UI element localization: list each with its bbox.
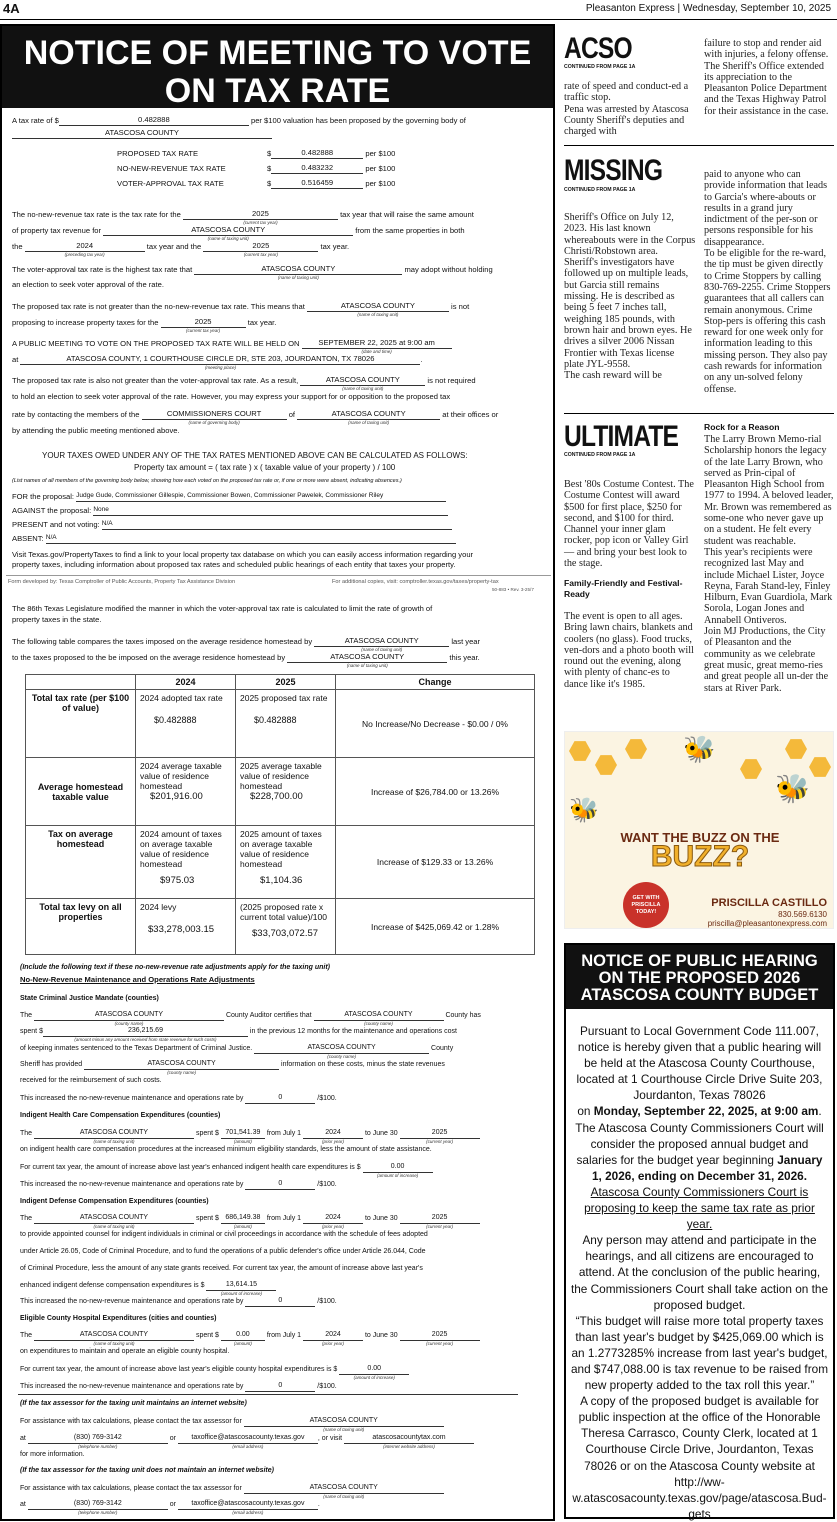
contact-members-line: rate by contacting the members of the COMMISSIONERS COURT (name of governing body) of ATASCOSA COUNTY (name of taxing unit) at their offices or — [12, 409, 499, 425]
tax-comparison-table — [25, 674, 535, 955]
ultimate-subhead-2: Rock for a Reason — [704, 422, 780, 432]
scj-heading: State Criminal Justice Mandate (counties) — [20, 995, 159, 1002]
scj-line5: received for the reimbursement of such costs. — [20, 1077, 162, 1084]
hearing-p2: . The Atascosa County Commissioners Court will consider the proposed annual budget and salaries for the budget year beginning — [575, 1104, 824, 1167]
honeycomb-cell — [595, 754, 617, 776]
hosp-line3: For current tax year, the amount of increase above last year's eligible county hospital expenditures is $ 0.00 (amount of increase) — [20, 1364, 409, 1375]
table-header-row — [26, 675, 535, 690]
honeycomb-cell — [625, 738, 647, 760]
cell-2024: 2024 average taxable value of residence homestead $201,916.00 — [136, 758, 236, 826]
honeycomb-cell — [809, 756, 831, 778]
honeycomb-cell — [740, 758, 762, 780]
notice-title: NOTICE OF MEETING TO VOTE ON TAX RATE — [2, 26, 553, 108]
hearing-title: NOTICE OF PUBLIC HEARING ON THE PROPOSED 2026 ATASCOSA COUNTY BUDGET — [566, 945, 833, 1009]
hosp-line2: on expenditures to maintain and operate an eligible county hospital. — [20, 1348, 230, 1355]
cell-2024: 2024 adopted tax rate $0.482888 — [136, 690, 236, 758]
bee-icon: 🐝 — [775, 773, 810, 804]
idc-line5: enhanced indigent defense compensation expenditures is $ 13,614.15 (amount of increase) — [20, 1280, 276, 1291]
assist2-line2: at (830) 769-3142 (telephone number) or taxoffice@atascosacounty.texas.gov (email address) . — [20, 1500, 320, 1515]
hearing-date: Monday, September 22, 2025, at 9:00 am — [593, 1104, 819, 1119]
election-line: to hold an election to seek voter approval of the rate. However, you may express your support for or opposition to the proposed tax — [12, 392, 451, 401]
cell-change: Increase of $129.33 or 13.26% — [336, 826, 535, 899]
table-row — [26, 690, 535, 758]
honeycomb-cell — [569, 740, 591, 762]
row-label: Average homestead taxable value — [26, 758, 136, 826]
cell-2024: 2024 levy $33,278,003.15 — [136, 899, 236, 955]
vote-present: PRESENT and not voting: N/A — [12, 519, 452, 530]
formula: Property tax amount = ( tax rate ) x ( taxable value of your property ) / 100 — [134, 463, 396, 472]
compare-line2: to the taxes proposed to the be imposed on the average residence homestead by ATASCOSA COUNTY (name of taxing unit) this year. — [12, 652, 480, 668]
compare-line: The following table compares the taxes imposed on the average residence homestead by ATASCOSA COUNTY (name of taxing unit) last year — [12, 636, 481, 652]
vote-absent: ABSENT: N/A — [12, 533, 456, 544]
ihc-line1: The ATASCOSA COUNTY (name of taxing unit) spent $ 701,541.39 (amount) from July 1 2024 (prior year) to June 30 2025 (current year) — [20, 1128, 480, 1139]
website-note: (If the tax assessor for the taxing unit maintains an internet website) — [20, 1400, 247, 1407]
hosp-increase: This increased the no-new-revenue maintenance and operations rate by 0 /$100. — [20, 1382, 337, 1390]
vote-against: AGAINST the proposal: None — [12, 505, 448, 516]
ad-email[interactable]: priscilla@pleasantonexpress.com — [707, 919, 827, 928]
not-greater-nnr: The proposed tax rate is not greater than the no-new-revenue tax rate. This means that ATASCOSA COUNTY (name of taxing unit) is not — [12, 301, 470, 317]
ultimate-kicker: ULTIMATE — [564, 420, 679, 453]
buzz-ad[interactable] — [564, 731, 834, 929]
acso-col1: rate of speed and conduct-ed a traffic stop. Pena was arrested by Atascosa County Sheriff's deputies and charged with — [564, 81, 689, 138]
table-row — [26, 758, 535, 826]
hosp-line1: The ATASCOSA COUNTY (name of taxing unit) spent $ 0.00 (amount) from July 1 2024 (prior year) to June 30 2025 (current year) — [20, 1330, 480, 1341]
form-copies: For additional copies, visit: comptroller.texas.gov/taxes/property-tax — [332, 579, 499, 585]
header-change: Change — [336, 675, 535, 690]
idc-heading: Indigent Defense Compensation Expenditures (counties) — [20, 1198, 209, 1205]
hearing-keep-rate: Atascosa County Commissioners Court is proposing to keep the same tax rate as prior year. — [584, 1184, 815, 1232]
issue-date: Wednesday, September 10, 2025 — [682, 3, 831, 14]
cell-2024: 2024 amount of taxes on average taxable value of residence homestead $975.03 — [136, 826, 236, 899]
nnr-rate-row: NO-NEW-REVENUE TAX RATE $ 0.483232 per $100 — [117, 163, 396, 173]
form-number: 50-883 • Rev. 3-25/7 — [492, 587, 534, 592]
assist2-line1: For assistance with tax calculations, please contact the tax assessor for ATASCOSA COUNTY (name of taxing unit) — [20, 1483, 444, 1494]
proposed-rate-row: PROPOSED TAX RATE $ 0.482888 per $100 — [117, 148, 396, 158]
adj-heading: No-New-Revenue Maintenance and Operations Rate Adjustments — [20, 975, 255, 984]
not-greater-line2: proposing to increase property taxes for the 2025 (current tax year) tax year. — [12, 317, 277, 333]
idc-line2: to provide appointed counsel for indigent individuals in criminal or civil proceedings in accordance with the schedule of fees adopted — [20, 1231, 428, 1238]
ultimate-continued: CONTINUED FROM PAGE 1A — [564, 452, 636, 458]
attend-line: by attending the public meeting mentioned above. — [12, 426, 180, 435]
governing-body-line: ATASCOSA COUNTY — [12, 128, 272, 139]
row-label: Total tax levy on all properties — [26, 899, 136, 955]
ultimate-col1b: The event is open to all ages. Bring lawn chairs, blankets and coolers (no glass). Food trucks, ven-dors and a photo booth will round out the evening, along with plenty of chanc-es to dance like it's 1985. — [564, 611, 694, 690]
cell-2025: (2025 proposed rate x current total value)/100 $33,703,072.57 — [236, 899, 336, 955]
ultimate-col2: The Larry Brown Memo-rial Scholarship honors the legacy of the late Larry Brown, who served as Prin-cipal of Pleasanton High School from 1977 to 1994. A beloved leader, Mr. Brown was remembered as some-one who never gave up on a student. He felt every student was reachable. This year's recipients were recognized last May and include Michael Lister, Joyce Reyna, Farah Stand-ley, Finley Hilburn, Evan Guardiola, Mark Sorola, Logan Jones and Annabell Ontiveros. Join MJ Productions, the City of Pleasanton and the community as we celebrate great music, great memo-ries and great people all un-der the stars at River Park. — [704, 434, 834, 694]
hosp-heading: Eligible County Hospital Expenditures (cities and counties) — [20, 1315, 217, 1322]
ultimate-col1: Best '80s Costume Contest. The Costume Contest will award $500 for first place, $250 for second, and $100 for third. Channel your inner glam rocker, pop icon or Valley Girl — and bring your best look to the stage. — [564, 479, 694, 570]
cell-2025: 2025 amount of taxes on average taxable value of residence homestead $1,104.36 — [236, 826, 336, 899]
scj-line4: Sheriff has provided ATASCOSA COUNTY (county name) information on these costs, minus the state revenues — [20, 1060, 445, 1075]
cell-2025: 2025 average taxable value of residence homestead $228,700.00 — [236, 758, 336, 826]
ihc-heading: Indigent Health Care Compensation Expenditures (counties) — [20, 1112, 221, 1119]
scj-increase: This increased the no-new-revenue maintenance and operations rate by 0 /$100. — [20, 1094, 337, 1102]
var-line2: an election to seek voter approval of the rate. — [12, 280, 164, 289]
adj-note: (Include the following text if these no-new-revenue rate adjustments apply for the taxing unit) — [20, 964, 330, 971]
var-rate-row: VOTER-APPROVAL TAX RATE $ 0.516459 per $100 — [117, 178, 396, 188]
assist-line3: for more information. — [20, 1451, 85, 1458]
missing-col2: paid to anyone who can provide information that leads to Garcia's where-abouts or results in a grand jury indictment of the per-son or persons responsible for his disappearance. To be eligible for the re-ward, the tip must be given directly to Crime Stoppers by calling 830-769-2255. Crime Stoppers guarantees that all callers can remain anonymous. Crime Stop-pers is offering this cash reward for one week only for information leading to this missing person. They also pay cash rewards for information on any un-solved felony offense. — [704, 169, 831, 395]
running-head: Pleasanton Express | Wednesday, September 10, 2025 — [585, 3, 831, 14]
rate-line: A tax rate of $ 0.482888 per $100 valuation has been proposed by the governing body of — [12, 115, 466, 125]
cell-change: No Increase/No Decrease - $0.00 / 0% — [336, 690, 535, 758]
ad-name: PRISCILLA CASTILLO — [711, 897, 827, 909]
hearing-fiscal-year: January 1, 2026, ending on December 31, 2026. — [591, 1152, 823, 1183]
honeycomb-cell — [785, 738, 807, 760]
ad-phone: 830.569.6130 — [778, 910, 827, 919]
ad-headline: WANT THE BUZZ ON THE — [620, 830, 780, 845]
scj-line3: of keeping inmates sentenced to the Texas Department of Criminal Justice. ATASCOSA COUNTY (county name) County — [20, 1044, 454, 1059]
form-credit: Form developed by: Texas Comptroller of Public Accounts, Property Tax Assistance Division — [8, 579, 236, 585]
idc-line4: of Criminal Procedure, less the amount of any state grants received. For current tax year, the amount of increase above last year's — [20, 1265, 423, 1272]
nnr-line2: of property tax revenue for ATASCOSA COUNTY (name of taxing unit) from the same properties in both — [12, 225, 465, 241]
ihc-line2: on indigent health care compensation procedures at the increased minimum eligibility standards, less the amount of state assistance. — [20, 1146, 432, 1153]
hearing-p3: Any person may attend and participate in the hearings, and all citizens are encouraged to attend. At the conclusion of the public hearing, the Commissioners Court shall take action on the proposed budget. — [570, 1233, 829, 1312]
nnr-line3: the 2024 (preceding tax year) tax year and the 2025 (current tax year) tax year. — [12, 241, 350, 257]
bee-icon: 🐝 — [683, 734, 716, 764]
assist-line2: at (830) 769-3142 (telephone number) or taxoffice@atascosacounty.texas.gov (email address) , or visit atascosacountytax.com (internet website address) — [20, 1433, 474, 1444]
ihc-line3: For current tax year, the amount of increase above last year's enhanced indigent health care expenditures is $ 0.00 (amount of increase) — [20, 1162, 433, 1173]
bee-icon: 🐝 — [569, 797, 599, 824]
scj-line1: The ATASCOSA COUNTY (county name) County Auditor certifies that ATASCOSA COUNTY (county name) County has — [20, 1011, 481, 1026]
idc-line1: The ATASCOSA COUNTY (name of taxing unit) spent $ 686,149.38 (amount) from July 1 2024 (prior year) to June 30 2025 (current year) — [20, 1213, 480, 1224]
acso-continued: CONTINUED FROM PAGE 1A — [564, 64, 636, 70]
hearing-p5: A copy of the proposed budget is available for public inspection at the office of the Honorable Theresa Carrasco, County Clerk, located at 1 Courthouse Circle Drive, Jourdanton, Texas 78026 or on the Atascosa County website at http://ww-w.atascosacounty.texas.gov/page/atascosa.Bud-gets — [572, 1394, 827, 1521]
header-2025: 2025 — [236, 675, 336, 690]
var-definition: The voter-approval tax rate is the highest tax rate that ATASCOSA COUNTY (name of taxing unit) may adopt without holding — [12, 264, 493, 280]
page-number: 4A — [3, 1, 20, 16]
meeting-place-line: at ATASCOSA COUNTY, 1 COURTHOUSE CIRCLE DR, STE 203, JOURDANTON, TX 78026 (meeting place) . — [12, 354, 423, 370]
idc-line3: under Article 26.05, Code of Criminal Procedure, and to fund the operations of a public defender's office under Article 26.044, Code — [20, 1248, 426, 1255]
not-greater-var: The proposed tax rate is also not greater than the voter-approval tax rate. As a result, ATASCOSA COUNTY (name of taxing unit) is not required — [12, 375, 476, 391]
masthead — [0, 0, 837, 20]
hearing-p1: Pursuant to Local Government Code 111.007, notice is hereby given that a public hearing will be held at the Atascosa County Courthouse, located at 1 Courthouse Circle Drive Suite 203, Jourdanton, Texas 78026 — [576, 1024, 823, 1103]
header-2024: 2024 — [136, 675, 236, 690]
ihc-increase: This increased the no-new-revenue maintenance and operations rate by 0 /$100. — [20, 1180, 337, 1188]
hearing-p4: “This budget will raise more total property taxes than last year's budget by $425,069.00 which is an 1.2773285% increase from last year's budget, and $747,088.00 is tax revenue to be raised from new property added to the tax roll this year.” — [570, 1313, 829, 1393]
table-row — [26, 826, 535, 899]
vote-instructions: (List names of all members of the governing body below, showing how each voted on the proposed tax rate or, if one or more were absent, indicating absences.) — [12, 478, 402, 484]
ultimate-subhead-1: Family-Friendly and Festival-Ready — [564, 578, 683, 599]
visit-texas-line: Visit Texas.gov/PropertyTaxes to find a link to your local property tax database on which you can easily access information regarding your property taxes, including information about proposed tax rates and scheduled public hearings of each entity that taxes your property. — [12, 550, 474, 569]
ad-badge: GET WITH PRISCILLA TODAY! — [623, 882, 669, 928]
vote-for: FOR the proposal: Judge Gude, Commissioner Gillespie, Commissioner Bowen, Commissioner Pawelek, Commissioner Riley — [12, 491, 446, 502]
meeting-line: A PUBLIC MEETING TO VOTE ON THE PROPOSED TAX RATE WILL BE HELD ON SEPTEMBER 22, 2025 at 9:00 am (date and time) — [12, 338, 452, 349]
hearing-body — [566, 1009, 833, 1522]
acso-kicker: ACSO — [564, 32, 632, 65]
cell-2025: 2025 proposed tax rate $0.482888 — [236, 690, 336, 758]
missing-continued: CONTINUED FROM PAGE 1A — [564, 187, 636, 193]
idc-increase: This increased the no-new-revenue maintenance and operations rate by 0 /$100. — [20, 1297, 337, 1305]
header-blank — [26, 675, 136, 690]
row-label: Total tax rate (per $100 of value) — [26, 690, 136, 758]
missing-kicker: MISSING — [564, 154, 663, 187]
no-website-note: (If the tax assessor for the taxing unit does not maintain an internet website) — [20, 1467, 274, 1474]
ad-buzz: BUZZ? — [650, 840, 750, 873]
table-row — [26, 899, 535, 955]
legislature-note-2: property taxes in the state. — [12, 615, 102, 624]
hearing-on: on — [577, 1104, 591, 1119]
cell-change: Increase of $425,069.42 or 1.28% — [336, 899, 535, 955]
taxes-owed-heading: YOUR TAXES OWED UNDER ANY OF THE TAX RATES MENTIONED ABOVE CAN BE CALCULATED AS FOLLOWS: — [42, 451, 468, 460]
legislature-note: The 86th Texas Legislature modified the manner in which the voter-approval tax rate is calculated to limit the rate of growth of — [12, 604, 433, 613]
missing-col1: Sheriff's Office on July 12, 2023. His last known whereabouts were in the Corpus Christi/Robstown area. Sheriff's investigators have followed up on multiple leads, but Garcia still remains missing. He is described as being 5 feet 7 inches tall, weighing 185 pounds, with brown hair and brown eyes. He drives a silver 2006 Nissan Frontier with Texas license plate JYL-9558. The cash reward will be — [564, 212, 696, 382]
public-hearing-notice — [564, 943, 835, 1519]
acso-col2: failure to stop and render aid with injuries, a felony offense. The Sheriff's Office extended its appreciation to the Pleasanton Police Department and the Texas Highway Patrol for their assistance in the case. — [704, 38, 829, 117]
cell-change: Increase of $26,784.00 or 13.26% — [336, 758, 535, 826]
assist-line1: For assistance with tax calculations, please contact the tax assessor for ATASCOSA COUNTY (name of taxing unit) — [20, 1416, 444, 1427]
scj-line2: spent $ 236,215.69 (amount minus any amount received from state revenue for such costs) in the previous 12 months for the maintenance and operations cost — [20, 1027, 457, 1042]
nnr-definition: The no-new-revenue tax rate is the tax rate for the 2025 (current tax year) tax year that will raise the same amount — [12, 209, 474, 225]
paper-name: Pleasanton Express — [585, 3, 675, 14]
row-label: Tax on average homestead — [26, 826, 136, 899]
